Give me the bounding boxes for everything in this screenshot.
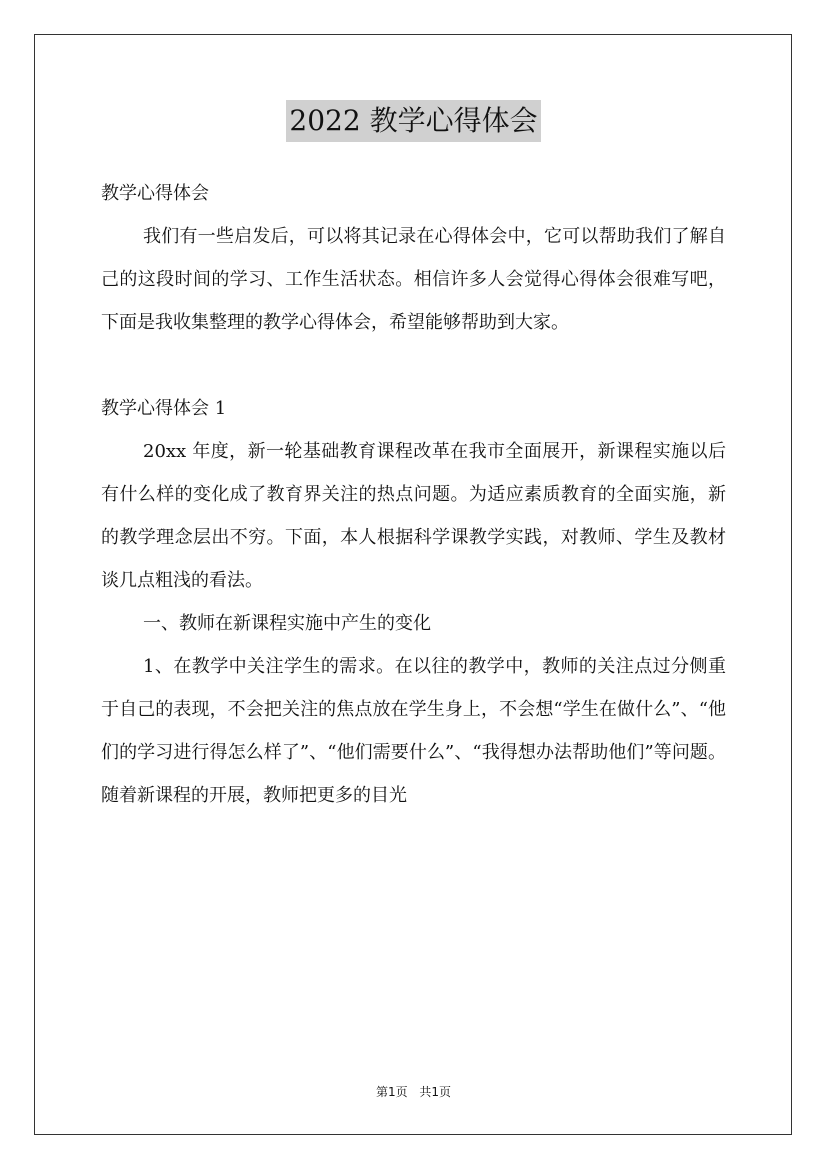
- page-total: 共1页: [419, 1085, 452, 1099]
- section-heading: 教学心得体会 1: [101, 398, 227, 419]
- document-body: [101, 172, 726, 817]
- page-number: 第1页: [375, 1085, 408, 1099]
- body-paragraph: 1、在教学中关注学生的需求。在以往的教学中，教师的关注点过分侧重于自己的表现，不会把关注的焦点放在学生身上，不会想“学生在做什么”、“他们的学习进行得怎么样了”、“他们需要什么”、“我得想办法帮助他们”等问题。随着新课程的开展，教师把更多的目光: [101, 656, 726, 806]
- section-heading: 教学心得体会: [101, 183, 209, 204]
- title-container: [0, 100, 827, 142]
- page-footer: [0, 1083, 827, 1100]
- subsection-heading: 一、教师在新课程实施中产生的变化: [143, 613, 431, 634]
- body-paragraph: 20xx 年度，新一轮基础教育课程改革在我市全面展开，新课程实施以后有什么样的变化成了教育界关注的热点问题。为适应素质教育的全面实施，新的教学理念层出不穷。下面，本人根据科学课教学实践，对教师、学生及教材谈几点粗浅的看法。: [101, 441, 726, 591]
- intro-paragraph: 我们有一些启发后，可以将其记录在心得体会中，它可以帮助我们了解自己的这段时间的学习、工作生活状态。相信许多人会觉得心得体会很难写吧，下面是我收集整理的教学心得体会，希望能够帮助到大家。: [101, 226, 726, 333]
- document-title: 2022 教学心得体会: [286, 100, 540, 142]
